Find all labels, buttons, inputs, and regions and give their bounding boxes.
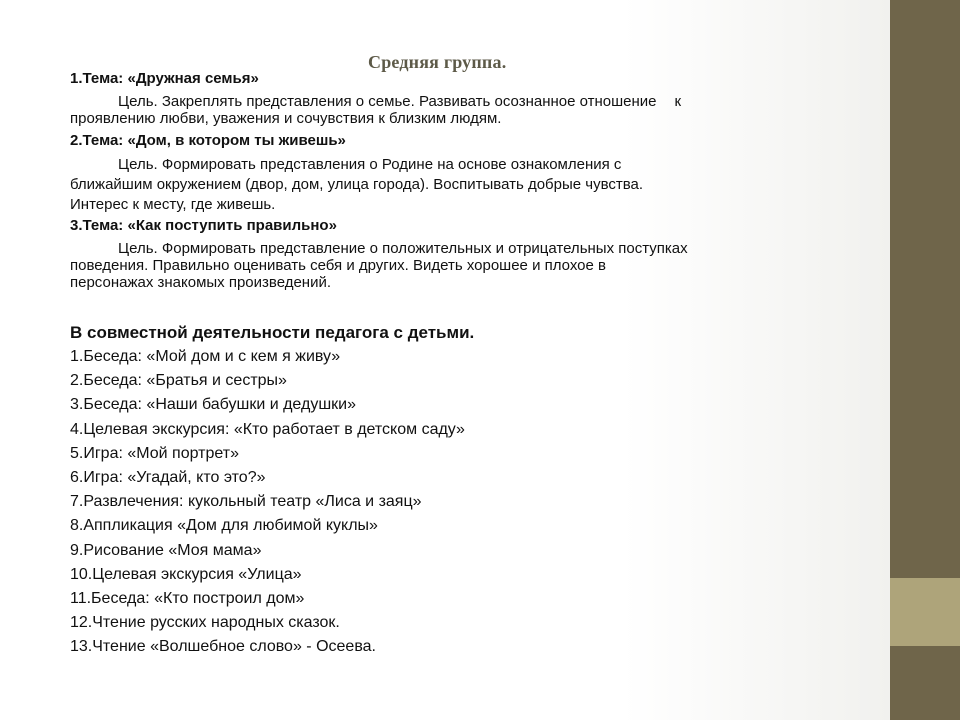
topic-2-goal-line-3: Интерес к месту, где живешь.: [70, 196, 276, 213]
activity-item: 11.Беседа: «Кто построил дом»: [70, 589, 305, 607]
topic-3-goal-line-3: персонажах знакомых произведений.: [70, 274, 332, 291]
activity-item: 2.Беседа: «Братья и сестры»: [70, 372, 287, 390]
page-title: Средняя группа.: [368, 52, 507, 72]
sidebar-dark-bottom: [890, 646, 960, 720]
topic-2-goal: [70, 155, 845, 215]
activity-item: 1.Беседа: «Мой дом и с кем я живу»: [70, 348, 341, 365]
activity-item: 3.Беседа: «Наши бабушки и дедушки»: [70, 396, 356, 414]
sidebar-dark-top: [890, 0, 960, 578]
topic-2-goal-line-2: ближайшим окружением (двор, дом, улица города). Воспитывать добрые чувства.: [70, 176, 644, 193]
activity-item: 9.Рисование «Моя мама»: [70, 541, 262, 559]
activity-item: 7.Развлечения: кукольный театр «Лиса и заяц»: [70, 493, 422, 511]
activity-item: 12.Чтение русских народных сказок.: [70, 614, 340, 632]
topic-3-heading: 3.Тема: «Как поступить правильно»: [70, 217, 337, 234]
topic-1-goal: [70, 93, 845, 127]
topic-1-heading: 1.Тема: «Дружная семья»: [70, 70, 259, 87]
topic-3-goal-line-1: Цель. Формировать представление о положительных и отрицательных поступках: [118, 240, 688, 257]
activity-list: [70, 345, 465, 659]
activity-item: 8.Аппликация «Дом для любимой куклы»: [70, 517, 378, 535]
activity-item: 6.Игра: «Угадай, кто это?»: [70, 468, 266, 486]
topic-2-heading: 2.Тема: «Дом, в котором ты живешь»: [70, 132, 346, 149]
topic-3-goal-line-2: поведения. Правильно оценивать себя и других. Видеть хорошее и плохое в: [70, 257, 606, 274]
topic-1-goal-line-1-tail: к: [674, 93, 682, 110]
section-heading: В совместной деятельности педагога с детьми.: [70, 323, 475, 342]
activity-item: 4.Целевая экскурсия: «Кто работает в детском саду»: [70, 420, 465, 438]
topic-1-goal-line-2: проявлению любви, уважения и сочувствия к близким людям.: [70, 110, 502, 127]
activity-item: 13.Чтение «Волшебное слово» - Осеева.: [70, 638, 376, 656]
activity-item: 10.Целевая экскурсия «Улица»: [70, 565, 302, 583]
topic-3-goal: [70, 240, 845, 291]
activity-item: 5.Игра: «Мой портрет»: [70, 444, 239, 462]
topic-1-goal-line-1: Цель. Закреплять представления о семье. Развивать осознанное отношение: [118, 93, 657, 110]
sidebar-light-block: [890, 578, 960, 646]
topic-2-goal-line-1: Цель. Формировать представления о Родине на основе ознакомления с: [118, 156, 622, 173]
